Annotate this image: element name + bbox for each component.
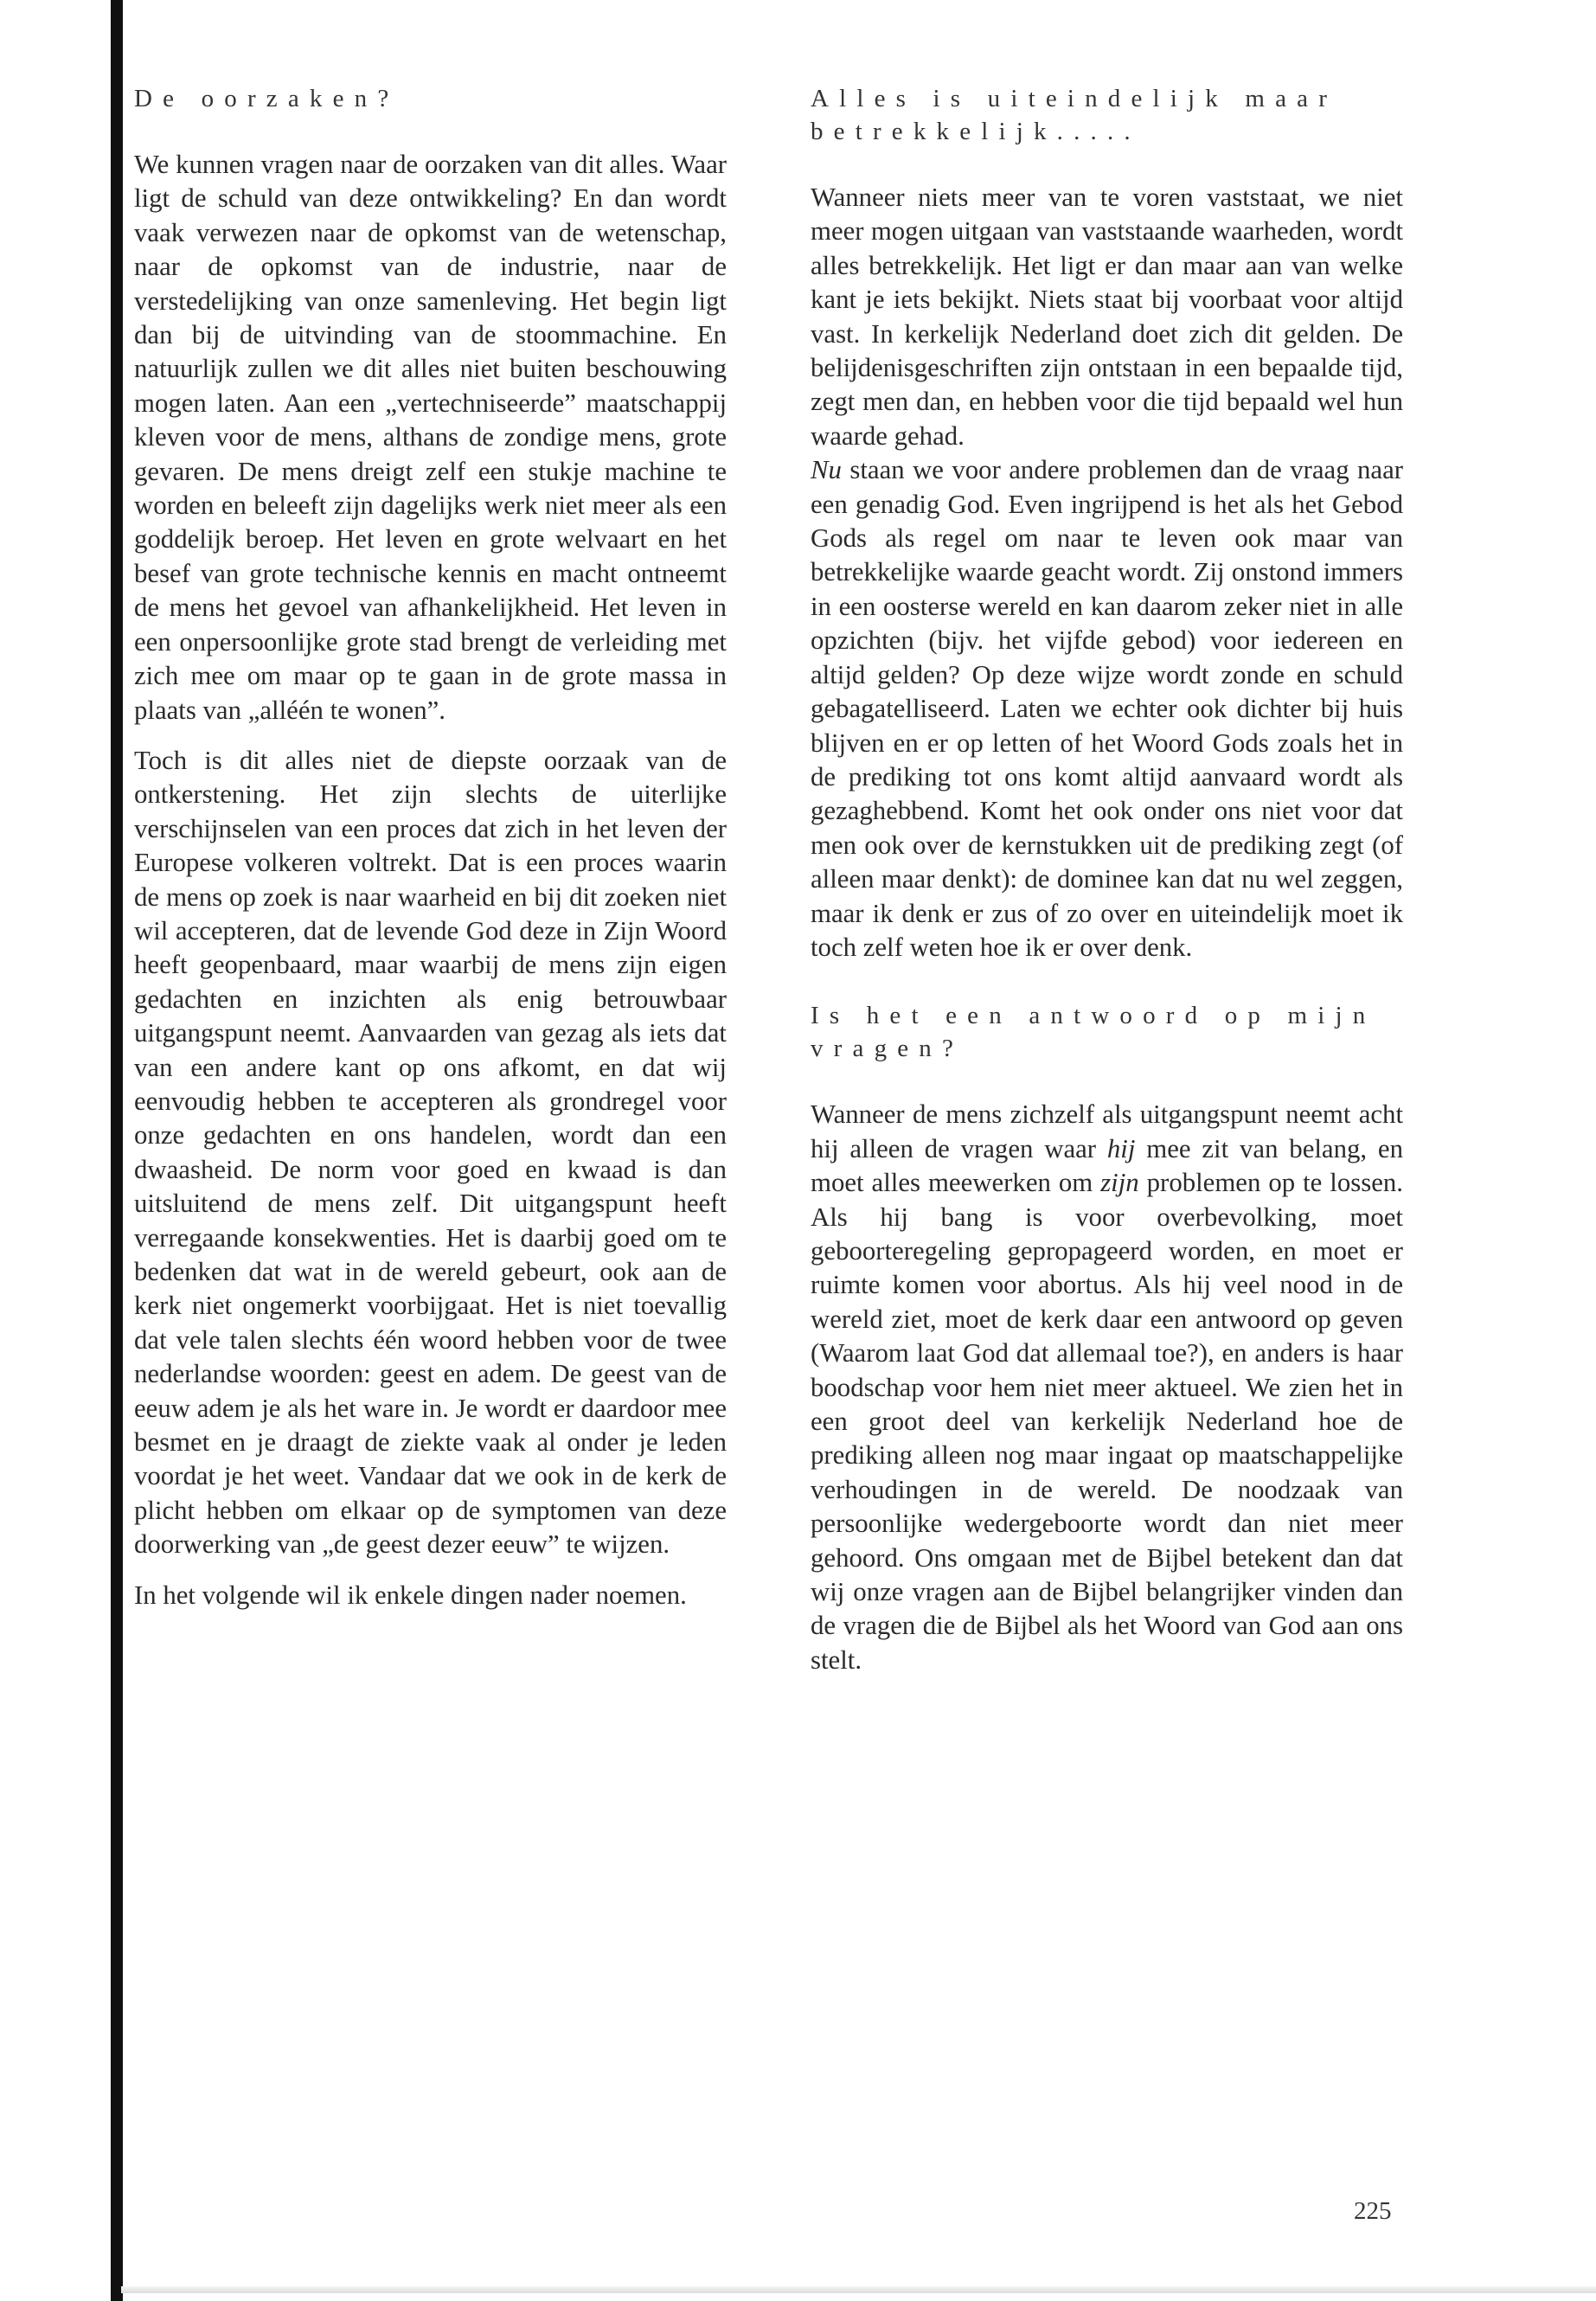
paragraph: Wanneer niets meer van te voren vaststaat, we niet meer mogen uitgaan van vaststaande waarheden, wordt alles betrekkelijk. Het ligt er dan maar aan van welke kant je iets bekijkt. Niets staat bij voorbaat voor altijd vast. In kerkelijk Nederland doet zich dit gelden. De belijdenisgeschriften zijn ontstaan in een bepaalde tijd, zegt men dan, en hebben voor die tijd bepaald wel hun waarde gehad. <box>811 183 1403 451</box>
paragraph-text: problemen op te lossen. Als hij bang is voor overbevolking, moet geboorteregeling gepropageerd worden, en moet er ruimte komen voor abortus. Als hij veel nood in de wereld ziet, moet de kerk daar een antwoord op geven (Waarom laat God dat allemaal toe?), en anders is haar boodschap voor hem niet meer aktueel. We zien het in een groot deel van kerkelijk Nederland hoe de prediking alleen nog maar ingaat op maatschappelijke verhoudingen in de wereld. De noodzaak van persoonlijke wedergeboorte wordt dan niet meer gehoord. Ons omgaan met de Bijbel betekent dan dat wij onze vragen aan de Bijbel belangrijker vinden dan de vragen die de Bijbel als het Woord van God aan ons stelt. <box>811 1168 1403 1675</box>
paragraph <box>811 1098 1403 1677</box>
paragraph: In het volgende wil ik enkele dingen nader noemen. <box>134 1580 687 1610</box>
section-heading-antwoord: Is het een antwoord op mijn vragen? <box>811 1002 1376 1063</box>
emphasis: hij <box>1106 1133 1136 1163</box>
paragraph: We kunnen vragen naar de oorzaken van dit alles. Waar ligt de schuld van deze ontwikkeling? En dan wordt vaak verwezen naar de opkomst van de wetenschap, naar de opkomst van de industrie, naar de verstedelijking van onze samenleving. Het begin ligt dan bij de uitvinding van de stoommachine. En natuurlijk zullen we dit alles niet buiten beschouwing mogen laten. Aan een „vertechniseerde” maatschappij kleven voor de mens, althans de zondige mens, grote gevaren. De mens dreigt zelf een stukje machine te worden en beleeft zijn dagelijks werk niet meer als een goddelijk beroep. Het leven en grote welvaart en het besef van grote technische kennis en macht ontneemt de mens het gevoel van afhankelijkheid. Het leven in een onpersoonlijke grote stad brengt de verleiding met zich mee om maar op te gaan in de grote massa in plaats van „alléén te wonen”. <box>134 150 727 725</box>
section-heading-betrekkelijk: Alles is uiteindelijk maar betrekkelijk..... <box>811 85 1338 145</box>
scan-edge-shadow <box>111 0 123 2301</box>
page-number: 225 <box>1354 2197 1392 2225</box>
paragraph <box>811 453 1403 965</box>
paragraph-text: mee zit van belang, en moet alles meewerken om <box>811 1133 1403 1198</box>
right-column <box>811 82 1403 1694</box>
paragraph: Toch is dit alles niet de diepste oorzaak van de ontkerstening. Het zijn slechts de uiterlijke verschijnselen van een proces dat zich in het leven der Europese volkeren voltrekt. Dat is een proces waarin de mens op zoek is naar waarheid en bij dit zoeken niet wil accepteren, dat de levende God deze in Zijn Woord heeft geopenbaard, maar waarbij de mens zijn eigen gedachten en inzichten als enig betrouwbaar uitgangspunt neemt. Aanvaarden van gezag als iets dat van een andere kant op ons afkomt, en dat wij eenvoudig hebben te accepteren als grondregel voor onze gedachten en ons handelen, wordt dan een dwaasheid. De norm voor goed en kwaad is dan uitsluitend de mens zelf. Dit uitgangspunt heeft verregaande konsekwenties. Het is daarbij goed om te bedenken dat wat in de wereld gebeurt, ook aan de kerk niet ongemerkt voorbijgaat. Het is niet toevallig dat vele talen slechts één woord hebben voor de twee nederlandse woorden: geest en adem. De geest van de eeuw adem je als het ware in. Je wordt er daardoor mee besmet en je draagt de ziekte vaak al onder je leden voordat je het weet. Vandaar dat we ook in de kerk de plicht hebben om elkaar op de symptomen van deze doorwerking van „de geest dezer eeuw” te wijzen. <box>134 745 727 1560</box>
emphasis: zijn <box>1100 1168 1139 1198</box>
section-heading-oorzaken: De oorzaken? <box>134 85 400 112</box>
paragraph-text: Wanneer de mens zichzelf als uitgangspunt neemt acht hij alleen de vragen waar <box>811 1099 1403 1163</box>
scan-bottom-edge <box>121 2286 1596 2293</box>
left-column <box>134 82 727 1612</box>
emphasis: Nu <box>811 455 842 485</box>
paragraph-text: staan we voor andere problemen dan de vraag naar een genadig God. Even ingrijpend is het als het Gebod Gods als regel om naar te leven ook maar van betrekkelijke waarde geacht wordt. Zij onstond immers in een oosterse wereld en kan daarom zeker niet in alle opzichten (bijv. het vijfde gebod) voor iedereen en altijd gelden? Op deze wijze wordt zonde en schuld gebagatelliseerd. Laten we echter ook dichter bij huis blijven en er op letten of het Woord Gods zoals het in de prediking tot ons komt altijd aanvaard wordt als gezaghebbend. Komt het ook onder ons niet voor dat men ook over de kernstukken uit de prediking zegt (of alleen maar denkt): de dominee kan dat nu wel zeggen, maar ik denk er zus of zo over en uiteindelijk moet ik toch zelf weten hoe ik er over denk. <box>811 455 1403 962</box>
